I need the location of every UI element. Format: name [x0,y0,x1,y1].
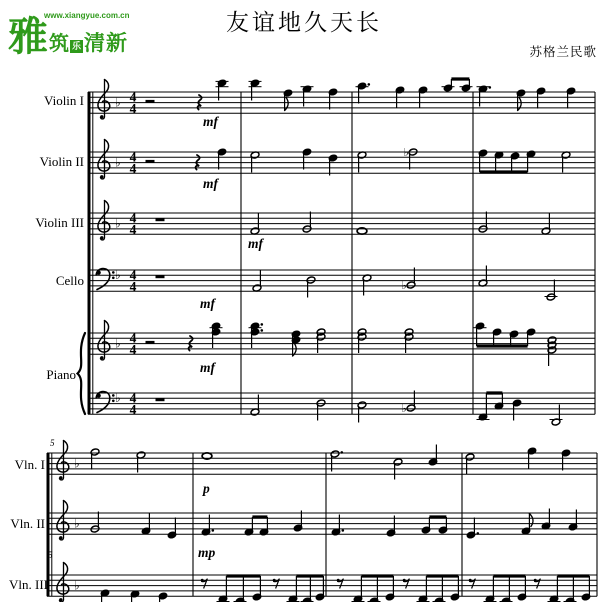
svg-text:p: p [203,481,210,496]
svg-text:4: 4 [129,222,137,238]
svg-text:mf: mf [203,114,218,129]
svg-text:4: 4 [129,267,137,283]
svg-text:mp: mp [198,545,216,560]
svg-text:5: 5 [50,438,55,448]
svg-text:4: 4 [129,330,137,346]
attribution: 苏格兰民歌 [529,45,597,59]
svg-text:4: 4 [129,149,137,165]
svg-text:♭: ♭ [115,391,121,406]
svg-text:♭: ♭ [115,155,121,170]
staff-label-violin-3: Violin III [35,215,84,230]
svg-text:♭: ♭ [74,516,80,531]
staff-label-vln-1: Vln. I [14,457,45,472]
logo-char-main: 雅 [8,14,48,59]
svg-text:♭: ♭ [401,401,407,415]
svg-text:4: 4 [129,390,137,406]
logo-char-rest: 清新 [84,31,128,55]
staff-label-piano-treble: Piano [46,367,76,382]
logo-url: www.xiangyue.com.cn [44,11,130,20]
staff-label-cello: Cello [55,273,84,288]
svg-text:5: 5 [48,550,53,560]
svg-text:♭: ♭ [115,95,121,110]
svg-text:♭: ♭ [74,456,80,471]
svg-text:4: 4 [129,101,137,117]
logo-seal-icon: 乐 [71,41,81,51]
svg-text:mf: mf [248,236,263,251]
svg-text:♭: ♭ [401,278,407,292]
logo-char-sub: 筑 [49,33,69,55]
svg-text:4: 4 [129,161,137,177]
staff-label-violin-1: Violin I [43,93,84,108]
svg-text:♭: ♭ [74,578,80,593]
svg-text:4: 4 [129,279,137,295]
svg-text:♭: ♭ [115,268,121,283]
svg-text:♭: ♭ [115,336,121,351]
page-title: 友谊地久天长 [226,10,382,35]
svg-text:mf: mf [200,296,215,311]
svg-text:4: 4 [129,342,137,358]
svg-text:mf: mf [200,360,215,375]
svg-text:mf: mf [203,176,218,191]
svg-text:♭: ♭ [115,216,121,231]
staff-label-vln-3: Vln. III [9,577,48,592]
staff-label-violin-2: Violin II [39,154,84,169]
svg-text:4: 4 [129,89,137,105]
svg-text:4: 4 [129,210,137,226]
svg-text:4: 4 [129,402,137,418]
staff-label-vln-2: Vln. II [10,516,45,531]
svg-text:♭: ♭ [403,145,409,159]
